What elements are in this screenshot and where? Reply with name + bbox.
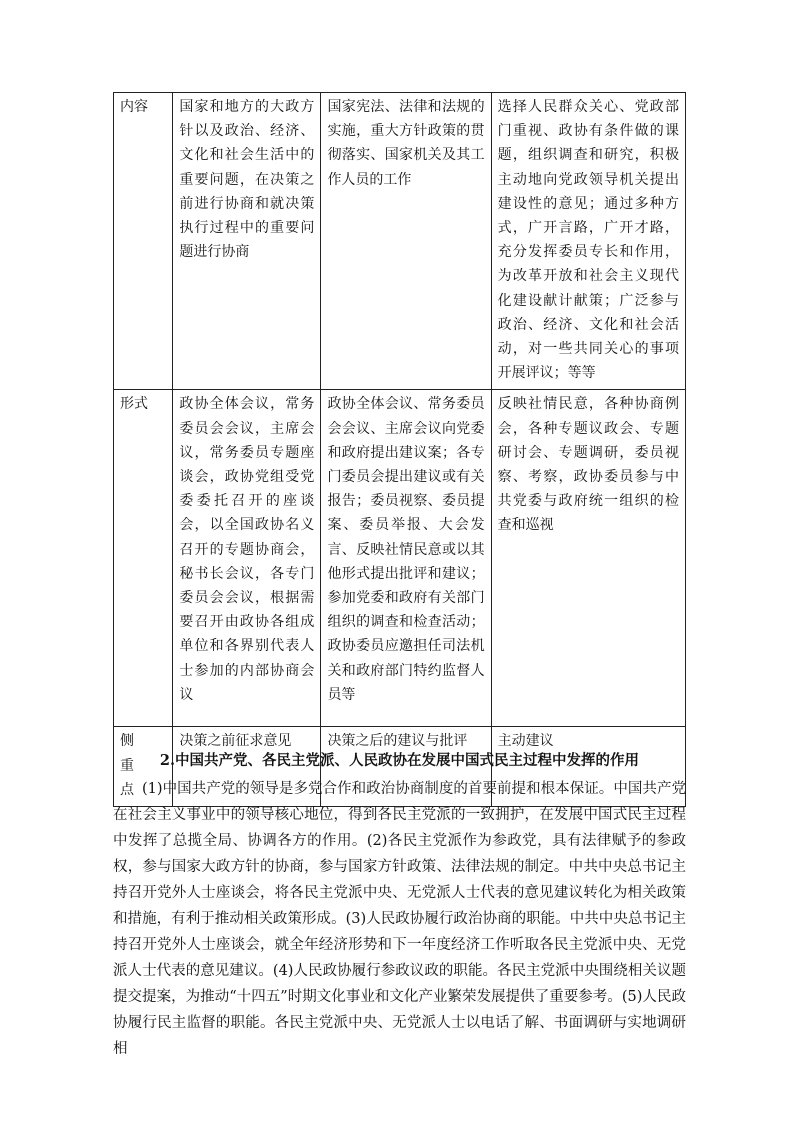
section-heading: 2.中国共产党、各民主党派、人民政协在发展中国式民主过程中发挥的作用 — [159, 752, 640, 769]
cell-form-col2: 政协全体会议、常务委员会会议、主席会议向党委和政府提出建议案；各专门委员会提出建议或有关报告；委员视察、委员提案、委员举报、大会发言、反映社情民意或以其他形式提出批评和建议；参加党委和政府有关部门组织的调查和检查活动；政协委员应邀担任司法机关和政府部门特约监督人员等 — [321, 390, 491, 727]
table-row-form — [114, 390, 686, 727]
cell-focus-col2: 决策之后的建议与批评 — [321, 727, 491, 807]
row-label-form: 形式 — [114, 390, 173, 727]
row-label-focus: 侧重点 — [114, 727, 173, 807]
cell-form-col3: 反映社情民意，各种协商例会，各种专题议政会、专题研讨会、专题调研，委员视察、考察，政协委员参与中共党委与政府统一组织的检查和巡视 — [491, 390, 685, 727]
cell-content-col1: 国家和地方的大政方针以及政治、经济、文化和社会生活中的重要问题，在决策之前进行协商和就决策执行过程中的重要问题进行协商 — [173, 93, 321, 390]
cell-content-col3: 选择人民群众关心、党政部门重视、政协有条件做的课题，组织调查和研究，积极主动地向党政领导机关提出建设性的意见；通过多种方式，广开言路，广开才路，充分发挥委员专长和作用，为改革开放和社会主义现代化建设献计献策；广泛参与政治、经济、文化和社会活动，对一些共同关心的事项开展评议；等等 — [491, 93, 685, 390]
table-row-content — [114, 93, 686, 390]
body-paragraph: (1)中国共产党的领导是多党合作和政治协商制度的首要前提和根本保证。中国共产党在社会主义事业中的领导核心地位，得到各民主党派的一致拥护，在发展中国式民主过程中发挥了总揽全局、协调各方的作用。(2)各民主党派作为参政党，具有法律赋予的参政权，参与国家大政方针的协商，参与国家方针政策、法律法规的制定。中共中央总书记主持召开党外人士座谈会，将各民主党派中央、无党派人士代表的意见建议转化为相关政策和措施，有利于推动相关政策形成。(3)人民政协履行政治协商的职能。中共中央总书记主持召开党外人士座谈会，就全年经济形势和下一年度经济工作听取各民主党派中央、无党派人士代表的意见建议。(4)人民政协履行参政议政的职能。各民主党派中央围绕相关议题提交提案，为推动“十四五”时期文化事业和文化产业繁荣发展提供了重要参考。(5)人民政协履行民主监督的职能。各民主党派中央、无党派人士以电话了解、书面调研与实地调研相 — [113, 781, 686, 1057]
cell-focus-col3: 主动建议 — [491, 727, 685, 807]
cell-content-col2: 国家宪法、法律和法规的实施，重大方针政策的贯彻落实、国家机关及其工作人员的工作 — [321, 93, 491, 390]
cell-form-col1: 政协全体会议，常务委员会会议，主席会议，常务委员专题座谈会，政协党组受党委委托召开的座谈会，以全国政协名义召开的专题协商会，秘书长会议，各专门委员会会议，根据需要召开由政协各组成单位和各界别代表人士参加的内部协商会议 — [173, 390, 321, 727]
comparison-table — [113, 92, 686, 807]
row-label-content: 内容 — [114, 93, 173, 390]
cell-focus-col1: 决策之前征求意见 — [173, 727, 321, 807]
